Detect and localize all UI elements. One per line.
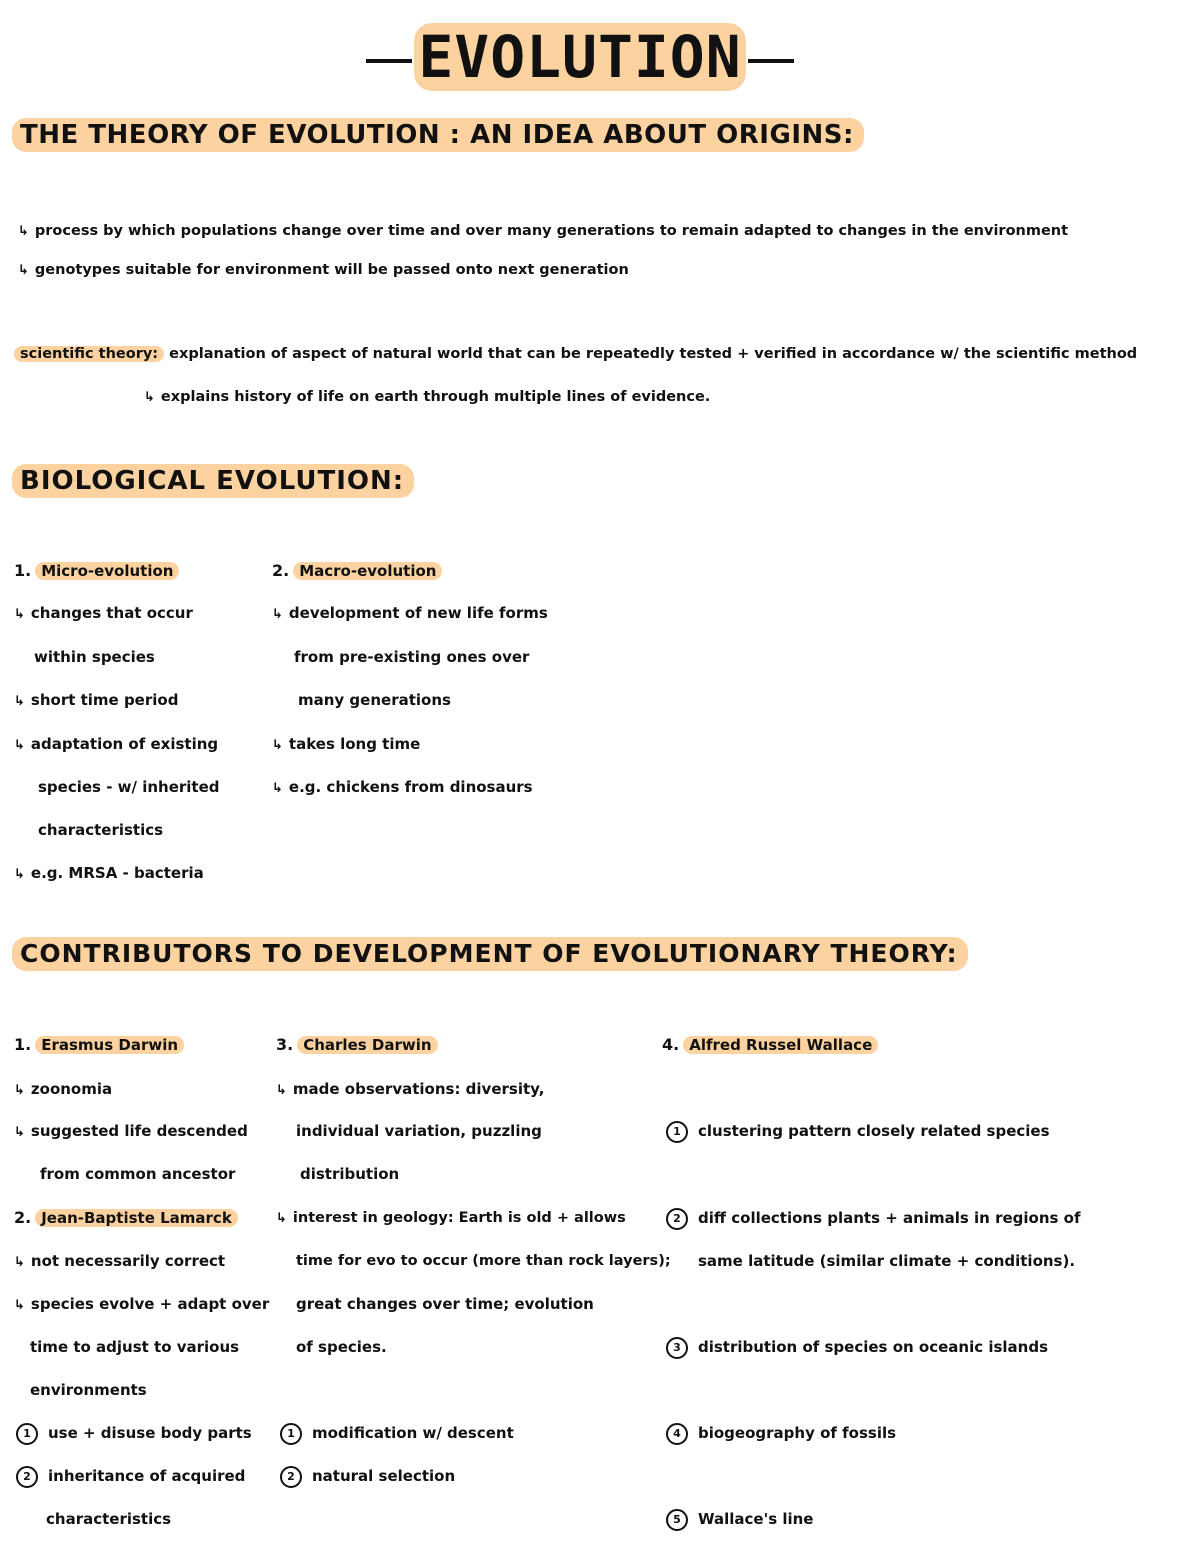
list-item-cont: distribution	[300, 1165, 400, 1183]
arrow-icon: ↳	[276, 1211, 287, 1226]
numbered-item: 1 use + disuse body parts	[16, 1422, 252, 1445]
circled-number-icon: 5	[666, 1509, 688, 1531]
circled-number-icon: 1	[16, 1423, 38, 1445]
numbered-item-cont: characteristics	[46, 1510, 172, 1528]
list-item: ↳ takes long time	[272, 735, 421, 753]
arrow-icon: ↳	[14, 1083, 25, 1098]
circled-number-icon: 2	[16, 1466, 38, 1488]
list-item-cont: individual variation, puzzling	[296, 1122, 542, 1140]
numbered-item: 5 Wallace's line	[666, 1508, 813, 1531]
list-item: ↳ not necessarily correct	[14, 1252, 226, 1270]
list-item-cont: time for evo to occur (more than rock layers);	[296, 1253, 671, 1269]
theory-point: ↳ genotypes suitable for environment will be passed onto next generation	[18, 262, 629, 278]
lamarck-heading: 2. Jean-Baptiste Lamarck	[14, 1207, 238, 1229]
numbered-item: 2 inheritance of acquired	[16, 1465, 245, 1488]
list-item: ↳ interest in geology: Earth is old + allows	[276, 1210, 626, 1226]
numbered-item: 3 distribution of species on oceanic islands	[666, 1336, 1048, 1359]
list-item-cont: of species.	[296, 1338, 387, 1356]
scientific-theory-sub: ↳ explains history of life on earth through multiple lines of evidence.	[144, 389, 711, 405]
wallace-heading: 4. Alfred Russel Wallace	[662, 1034, 878, 1056]
list-item: ↳ e.g. chickens from dinosaurs	[272, 778, 533, 796]
section-heading-contributors: CONTRIBUTORS TO DEVELOPMENT OF EVOLUTIONARY THEORY:	[12, 937, 968, 971]
section-heading-theory: THE THEORY OF EVOLUTION : AN IDEA ABOUT ORIGINS:	[12, 118, 864, 152]
list-item-cont: time to adjust to various	[30, 1338, 240, 1356]
numbered-item: 4 biogeography of fossils	[666, 1422, 896, 1445]
list-item: ↳ species evolve + adapt over	[14, 1295, 270, 1313]
arrow-icon: ↳	[14, 1298, 25, 1313]
list-item: ↳ adaptation of existing	[14, 735, 219, 753]
arrow-icon: ↳	[18, 224, 29, 239]
page-title-text: EVOLUTION	[414, 23, 745, 91]
arrow-icon: ↳	[14, 1255, 25, 1270]
arrow-icon: ↳	[276, 1083, 287, 1098]
arrow-icon: ↳	[272, 781, 283, 796]
circled-number-icon: 3	[666, 1337, 688, 1359]
page-title	[0, 22, 1160, 92]
list-item-cont: from pre-existing ones over	[294, 648, 530, 666]
micro-evolution-heading: 1. Micro-evolution	[14, 560, 179, 582]
arrow-icon: ↳	[272, 607, 283, 622]
scientific-theory-label: scientific theory:	[14, 346, 164, 362]
list-item: ↳ suggested life descended	[14, 1122, 248, 1140]
title-dash-right	[748, 59, 794, 63]
arrow-icon: ↳	[144, 390, 155, 405]
numbered-item-cont: same latitude (similar climate + conditions).	[698, 1252, 1076, 1270]
arrow-icon: ↳	[14, 1125, 25, 1140]
circled-number-icon: 1	[280, 1423, 302, 1445]
numbered-item: 1 modification w/ descent	[280, 1422, 514, 1445]
list-item: ↳ short time period	[14, 691, 179, 709]
section-heading-biological: BIOLOGICAL EVOLUTION:	[12, 464, 414, 498]
list-item: ↳ changes that occur	[14, 604, 193, 622]
arrow-icon: ↳	[14, 694, 25, 709]
list-item-cont: characteristics	[38, 821, 164, 839]
title-dash-left	[366, 59, 412, 63]
circled-number-icon: 2	[280, 1466, 302, 1488]
list-item-cont: many generations	[298, 691, 451, 709]
list-item: ↳ made observations: diversity,	[276, 1080, 545, 1098]
arrow-icon: ↳	[18, 263, 29, 278]
list-item-cont: species - w/ inherited	[38, 778, 220, 796]
numbered-item: 1 clustering pattern closely related species	[666, 1120, 1050, 1143]
theory-point: ↳ process by which populations change over time and over many generations to remain adapted to changes in the environment	[18, 223, 1069, 239]
circled-number-icon: 1	[666, 1121, 688, 1143]
list-item-cont: within species	[34, 648, 155, 666]
list-item: ↳ development of new life forms	[272, 604, 548, 622]
list-item: ↳ e.g. MRSA - bacteria	[14, 864, 204, 882]
erasmus-darwin-heading: 1. Erasmus Darwin	[14, 1034, 184, 1056]
list-item-cont: great changes over time; evolution	[296, 1295, 594, 1313]
macro-evolution-heading: 2. Macro-evolution	[272, 560, 442, 582]
numbered-item: 2 diff collections plants + animals in regions of	[666, 1207, 1080, 1230]
list-item-cont: environments	[30, 1381, 147, 1399]
list-item-cont: from common ancestor	[40, 1165, 236, 1183]
circled-number-icon: 2	[666, 1208, 688, 1230]
list-item: ↳ zoonomia	[14, 1080, 113, 1098]
charles-darwin-heading: 3. Charles Darwin	[276, 1034, 438, 1056]
scientific-theory-definition: scientific theory: explanation of aspect of natural world that can be repeatedly tested + verified in accordance w/ the scientific method	[14, 343, 1137, 365]
arrow-icon: ↳	[14, 607, 25, 622]
arrow-icon: ↳	[272, 738, 283, 753]
circled-number-icon: 4	[666, 1423, 688, 1445]
arrow-icon: ↳	[14, 867, 25, 882]
numbered-item: 2 natural selection	[280, 1465, 455, 1488]
arrow-icon: ↳	[14, 738, 25, 753]
